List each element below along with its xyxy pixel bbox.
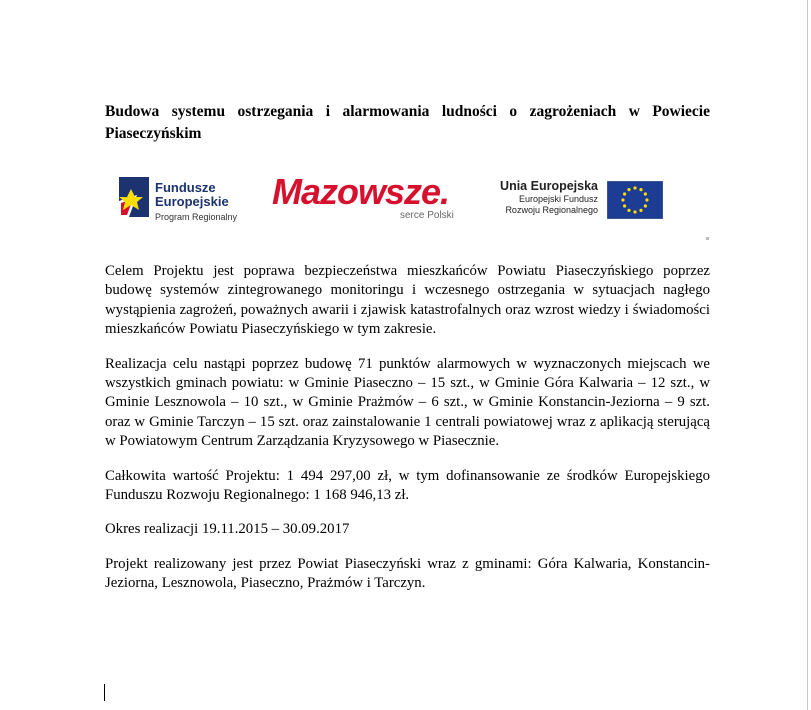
document-title: Budowa systemu ostrzegania i alarmowania ludności o zagrożeniach w Powiecie Piaseczyńskim [105, 103, 710, 142]
eu-star-icon [645, 198, 648, 201]
text-cursor[interactable] [104, 684, 105, 701]
eu-star-icon [621, 198, 624, 201]
paragraph-partners: Projekt realizowany jest przez Powiat Piaseczyński wraz z gminami: Góra Kalwaria, Konstancin-Jeziorna, Lesznowola, Piaseczno, Prażmów i Tarczyn. [105, 555, 710, 592]
ue-line3: Rozwoju Regionalnego [505, 205, 598, 215]
fundusze-europejskie-emblem-icon [117, 175, 151, 219]
eu-star-icon [627, 188, 630, 191]
logo-strip [0, 165, 811, 245]
fundusze-europejskie-logo [117, 175, 247, 225]
eu-star-icon [633, 186, 636, 189]
eu-star-icon [623, 204, 626, 207]
fundusze-line1: Fundusze [155, 180, 216, 195]
ue-line2: Europejski Fundusz [518, 194, 598, 204]
mazowsze-logo [270, 171, 470, 227]
fundusze-line2: Europejskie [155, 194, 229, 209]
document-body [105, 262, 710, 609]
mazowsze-tagline: serce Polski [400, 210, 454, 221]
eu-star-icon [627, 209, 630, 212]
mazowsze-wordmark: Mazowsze. [272, 171, 450, 212]
paragraph-value: Całkowita wartość Projektu: 1 494 297,00 zł, w tym dofinansowanie ze środków Europejskiego Funduszu Rozwoju Regionalnego: 1 168 946,13 zł. [105, 467, 710, 504]
ue-line1: Unia Europejska [500, 179, 598, 193]
eu-flag-icon [607, 181, 663, 219]
paragraph-goal: Celem Projektu jest poprawa bezpieczeństwa mieszkańców Powiatu Piaseczyńskiego poprzez budowę systemów zintegrowanego monitoringu i wczesnego ostrzegania w sytuacjach nagłego wystąpienia zagrożeń, poważnych awarii i zjawisk katastrofalnych oraz wzrost wiedzy i świadomości mieszkańców Powiatu Piaseczyńskiego w tym zakresie. [105, 263, 710, 338]
eu-star-icon [633, 210, 636, 213]
eu-star-icon [639, 188, 642, 191]
paragraph-period: Okres realizacji 19.11.2015 – 30.09.2017 [105, 521, 350, 538]
page-corner-mark [706, 237, 709, 240]
eu-star-icon [623, 192, 626, 195]
paragraph-implementation: Realizacja celu nastąpi poprzez budowę 71 punktów alarmowych w wyznaczonych miejscach we wszystkich gminach powiatu: w Gminie Piaseczno – 15 szt., w Gminie Góra Kalwaria – 12 szt., w Gminie Lesznowola – 10 szt., w Gminie Prażmów – 6 szt., w Gminie Konstancin-Jeziorna – 9 szt. oraz w Gminie Tarczyn – 15 szt. oraz zainstalowanie 1 centrali powiatowej wraz z aplikacją sterującą w Powiatowym Centrum Zarządzania Kryzysowego w Piasecznie. [105, 355, 710, 450]
unia-europejska-logo [500, 179, 670, 229]
fundusze-line3: Program Regionalny [155, 212, 238, 222]
eu-star-icon [644, 204, 647, 207]
eu-star-icon [639, 209, 642, 212]
eu-star-icon [644, 192, 647, 195]
